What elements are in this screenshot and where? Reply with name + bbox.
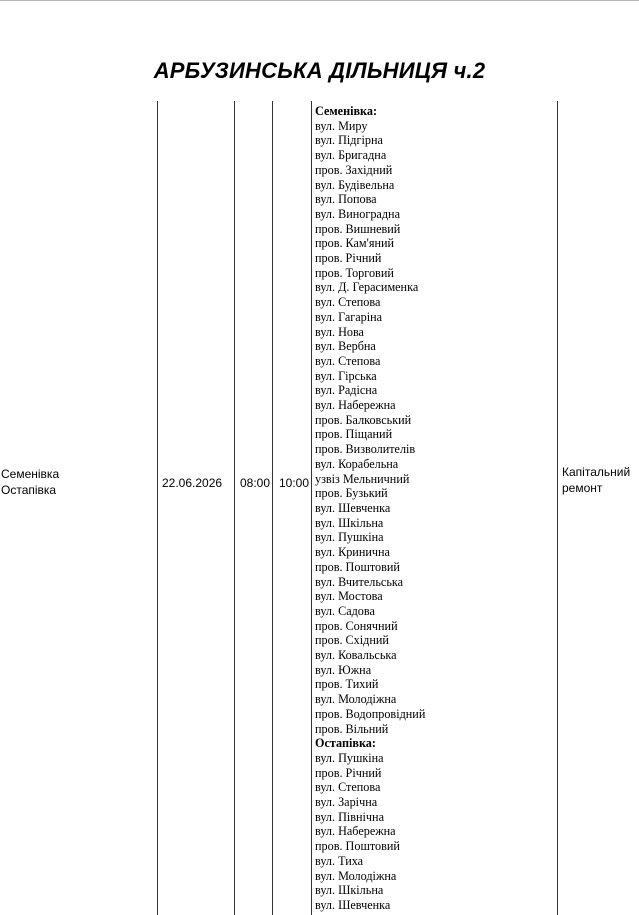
- street-item: вул. Молодіжна: [315, 692, 397, 707]
- street-item: пров. Торговий: [315, 265, 394, 280]
- street-item: пров. Кам'яний: [315, 236, 395, 251]
- street-item: вул. Вербна: [315, 339, 376, 354]
- street-item: вул. Садова: [315, 603, 375, 618]
- street-item: вул. Шевченка: [315, 897, 391, 912]
- street-item: вул. Д. Герасименка: [315, 280, 419, 295]
- reason-line: ремонт: [562, 481, 603, 495]
- street-item: узвіз Мельничний: [315, 471, 410, 486]
- streets-list: [315, 104, 555, 913]
- street-item: вул. Шевченка: [315, 500, 391, 515]
- street-item: вул. Шкільна: [315, 883, 384, 898]
- street-item: пров. Східний: [315, 633, 389, 648]
- street-item: пров. Західний: [315, 162, 393, 177]
- street-item: вул. Южна: [315, 662, 372, 677]
- street-item: пров. Сонячний: [315, 618, 398, 633]
- column-divider: [234, 101, 235, 915]
- reason-cell: [562, 464, 630, 496]
- street-item: вул. Корабельна: [315, 456, 399, 471]
- street-item: вул. Молодіжна: [315, 868, 397, 883]
- street-item: пров. Бузький: [315, 486, 388, 501]
- locality-name: Остапівка: [1, 483, 57, 497]
- street-item: пров. Піщаний: [315, 427, 393, 442]
- street-item: вул. Миру: [315, 118, 368, 133]
- street-item: пров. Поштовий: [315, 559, 400, 574]
- street-item: пров. Поштовий: [315, 839, 400, 854]
- street-item: вул. Степова: [315, 295, 381, 310]
- street-item: вул. Степова: [315, 780, 381, 795]
- locality-name: Семенівка: [1, 467, 60, 481]
- street-item: вул. Радісна: [315, 383, 378, 398]
- date-cell: 22.06.2026: [162, 476, 223, 490]
- reason-line: Капітальний: [562, 465, 631, 479]
- time-start-cell: 08:00: [240, 476, 271, 490]
- street-item: пров. Річний: [315, 251, 382, 266]
- street-item: пров. Вільний: [315, 721, 389, 736]
- street-item: пров. Річний: [315, 765, 382, 780]
- street-item: вул. Набережна: [315, 824, 396, 839]
- time-end-cell: 10:00: [279, 476, 310, 490]
- street-item: вул. Попова: [315, 192, 377, 207]
- street-item: вул. Зарічна: [315, 795, 378, 810]
- street-item: вул. Вчительська: [315, 574, 404, 589]
- street-item: пров. Визволителів: [315, 442, 416, 457]
- street-item: вул. Шкільна: [315, 515, 384, 530]
- street-item: вул. Виноградна: [315, 206, 400, 221]
- street-item: вул. Мостова: [315, 589, 383, 604]
- street-item: пров. Водопровідний: [315, 706, 426, 721]
- column-divider: [311, 101, 312, 915]
- street-item: вул. Будівельна: [315, 177, 395, 192]
- street-item: вул. Степова: [315, 353, 381, 368]
- column-divider: [557, 101, 558, 915]
- localities-cell: [1, 466, 59, 498]
- street-item: вул. Гагаріна: [315, 309, 383, 324]
- street-item: вул. Ковальська: [315, 648, 397, 663]
- street-item: вул. Пушкіна: [315, 750, 384, 765]
- street-item: вул. Набережна: [315, 398, 396, 413]
- street-item: вул. Тиха: [315, 853, 364, 868]
- street-item: пров. Балковський: [315, 412, 412, 427]
- street-item: пров. Вишневий: [315, 221, 401, 236]
- page-title: АРБУЗИНСЬКА ДІЛЬНИЦЯ ч.2: [153, 58, 486, 83]
- street-item: вул. Бригадна: [315, 148, 387, 163]
- column-divider: [272, 101, 273, 915]
- street-item: вул. Нова: [315, 324, 364, 339]
- top-divider: [0, 0, 639, 1]
- street-item: вул. Пушкіна: [315, 530, 384, 545]
- street-item: вул. Кринична: [315, 545, 390, 560]
- street-item: пров. Тихий: [315, 677, 379, 692]
- column-divider: [157, 101, 158, 915]
- street-item: вул. Гірська: [315, 368, 377, 383]
- street-item: вул. Північна: [315, 809, 384, 824]
- locality-header: Остапівка:: [315, 736, 376, 751]
- locality-header: Семенівка:: [315, 104, 378, 118]
- street-item: вул. Підгірна: [315, 133, 383, 148]
